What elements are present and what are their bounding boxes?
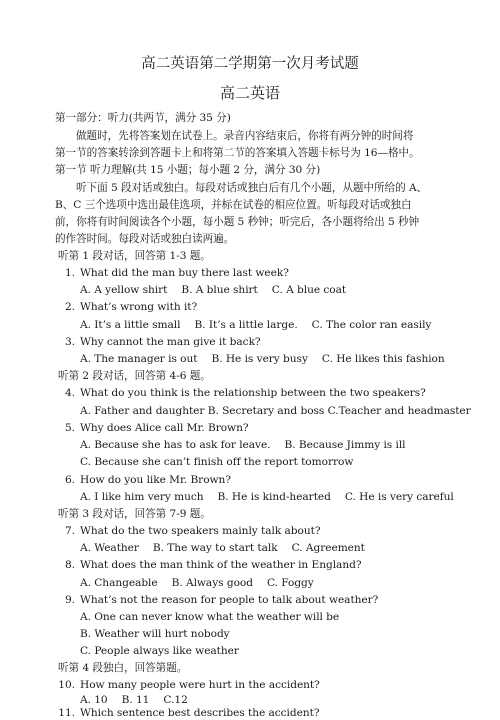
question: 7. What do the two speakers mainly talk about?: [64, 525, 321, 537]
options: A. Changeable B. Always good C. Foggy: [80, 577, 314, 589]
question: 8. What does the man think of the weather in England?: [64, 559, 362, 571]
intro-line: 第一节的答案转涂到答题卡上和将第二节的答案填入答题卡标号为 16—格中。: [55, 147, 420, 159]
option-line: A. One can never know what the weather will be: [80, 611, 340, 623]
options: A. 10 B. 11 C.12: [80, 694, 188, 706]
instruction-line: 听下面 5 段对话或独白。每段对话或独白后有几个小题，从题中所给的 A、: [76, 182, 428, 194]
intro-line: 做题时，先将答案划在试卷上。录音内容结束后，你将有两分钟的时间将: [76, 130, 414, 142]
question: 11. Which sentence best describes the accident?: [58, 707, 320, 719]
question: 6. How do you like Mr. Brown?: [64, 474, 231, 486]
option-line: C. People always like weather: [80, 645, 239, 657]
instruction-line: B、C 三个选项中选出最佳选项，并标在试卷的相应位置。听每段对话或独白: [55, 199, 412, 211]
options: A. The manager is out B. He is very busy C. He likes this fashion: [80, 353, 445, 365]
options: A. I like him very much B. He is kind-hearted C. He is very careful: [80, 491, 454, 503]
options: A. Weather B. The way to start talk C. Agreement: [80, 542, 365, 554]
section-prompt: 听第 1 段对话，回答第 1-3 题。: [58, 250, 211, 262]
options: A. Because she has to ask for leave. B. Because Jimmy is ill: [80, 439, 406, 451]
section-prompt: 听第 2 段对话，回答第 4-6 题。: [58, 370, 211, 382]
options: A. It’s a little small B. It’s a little large. C. The color ran easily: [80, 319, 432, 331]
section1-heading: 第一节 听力理解(共 15 小题；每小题 2 分，满分 30 分): [55, 164, 321, 176]
question: 3. Why cannot the man give it back?: [64, 336, 261, 348]
option-line: C. Because she can’t finish off the report tomorrow: [80, 456, 354, 468]
question: 9. What’s not the reason for people to talk about weather?: [64, 594, 379, 606]
options: A. A yellow shirt B. A blue shirt C. A blue coat: [80, 284, 347, 296]
exam-subtitle: 高二英语: [219, 84, 280, 102]
question: 10. How many people were hurt in the accident?: [58, 679, 320, 691]
option-line: B. Weather will hurt nobody: [80, 628, 230, 640]
question: 2. What’s wrong with it?: [64, 301, 198, 313]
instruction-line: 的作答时间。每段对话或独白读两遍。: [55, 233, 235, 245]
exam-title: 高二英语第二学期第一次月考试题: [141, 56, 359, 72]
section-prompt: 听第 4 段独白，回答第题。: [58, 662, 188, 674]
options: A. Father and daughter B. Secretary and boss C.Teacher and headmaster: [80, 405, 471, 417]
question: 5. Why does Alice call Mr. Brown?: [64, 422, 249, 434]
instruction-line: 前，你将有时间阅读各个小题，每小题 5 秒钟；听完后，各小题将给出 5 秒钟: [55, 216, 420, 228]
question: 4. What do you think is the relationship between the two speakers?: [64, 387, 426, 399]
part1-heading: 第一部分：听力(共两节，满分 35 分): [55, 112, 231, 124]
question: 1. What did the man buy there last week?: [64, 267, 289, 279]
section-prompt: 听第 3 段对话，回答第 7-9 题。: [58, 508, 211, 520]
